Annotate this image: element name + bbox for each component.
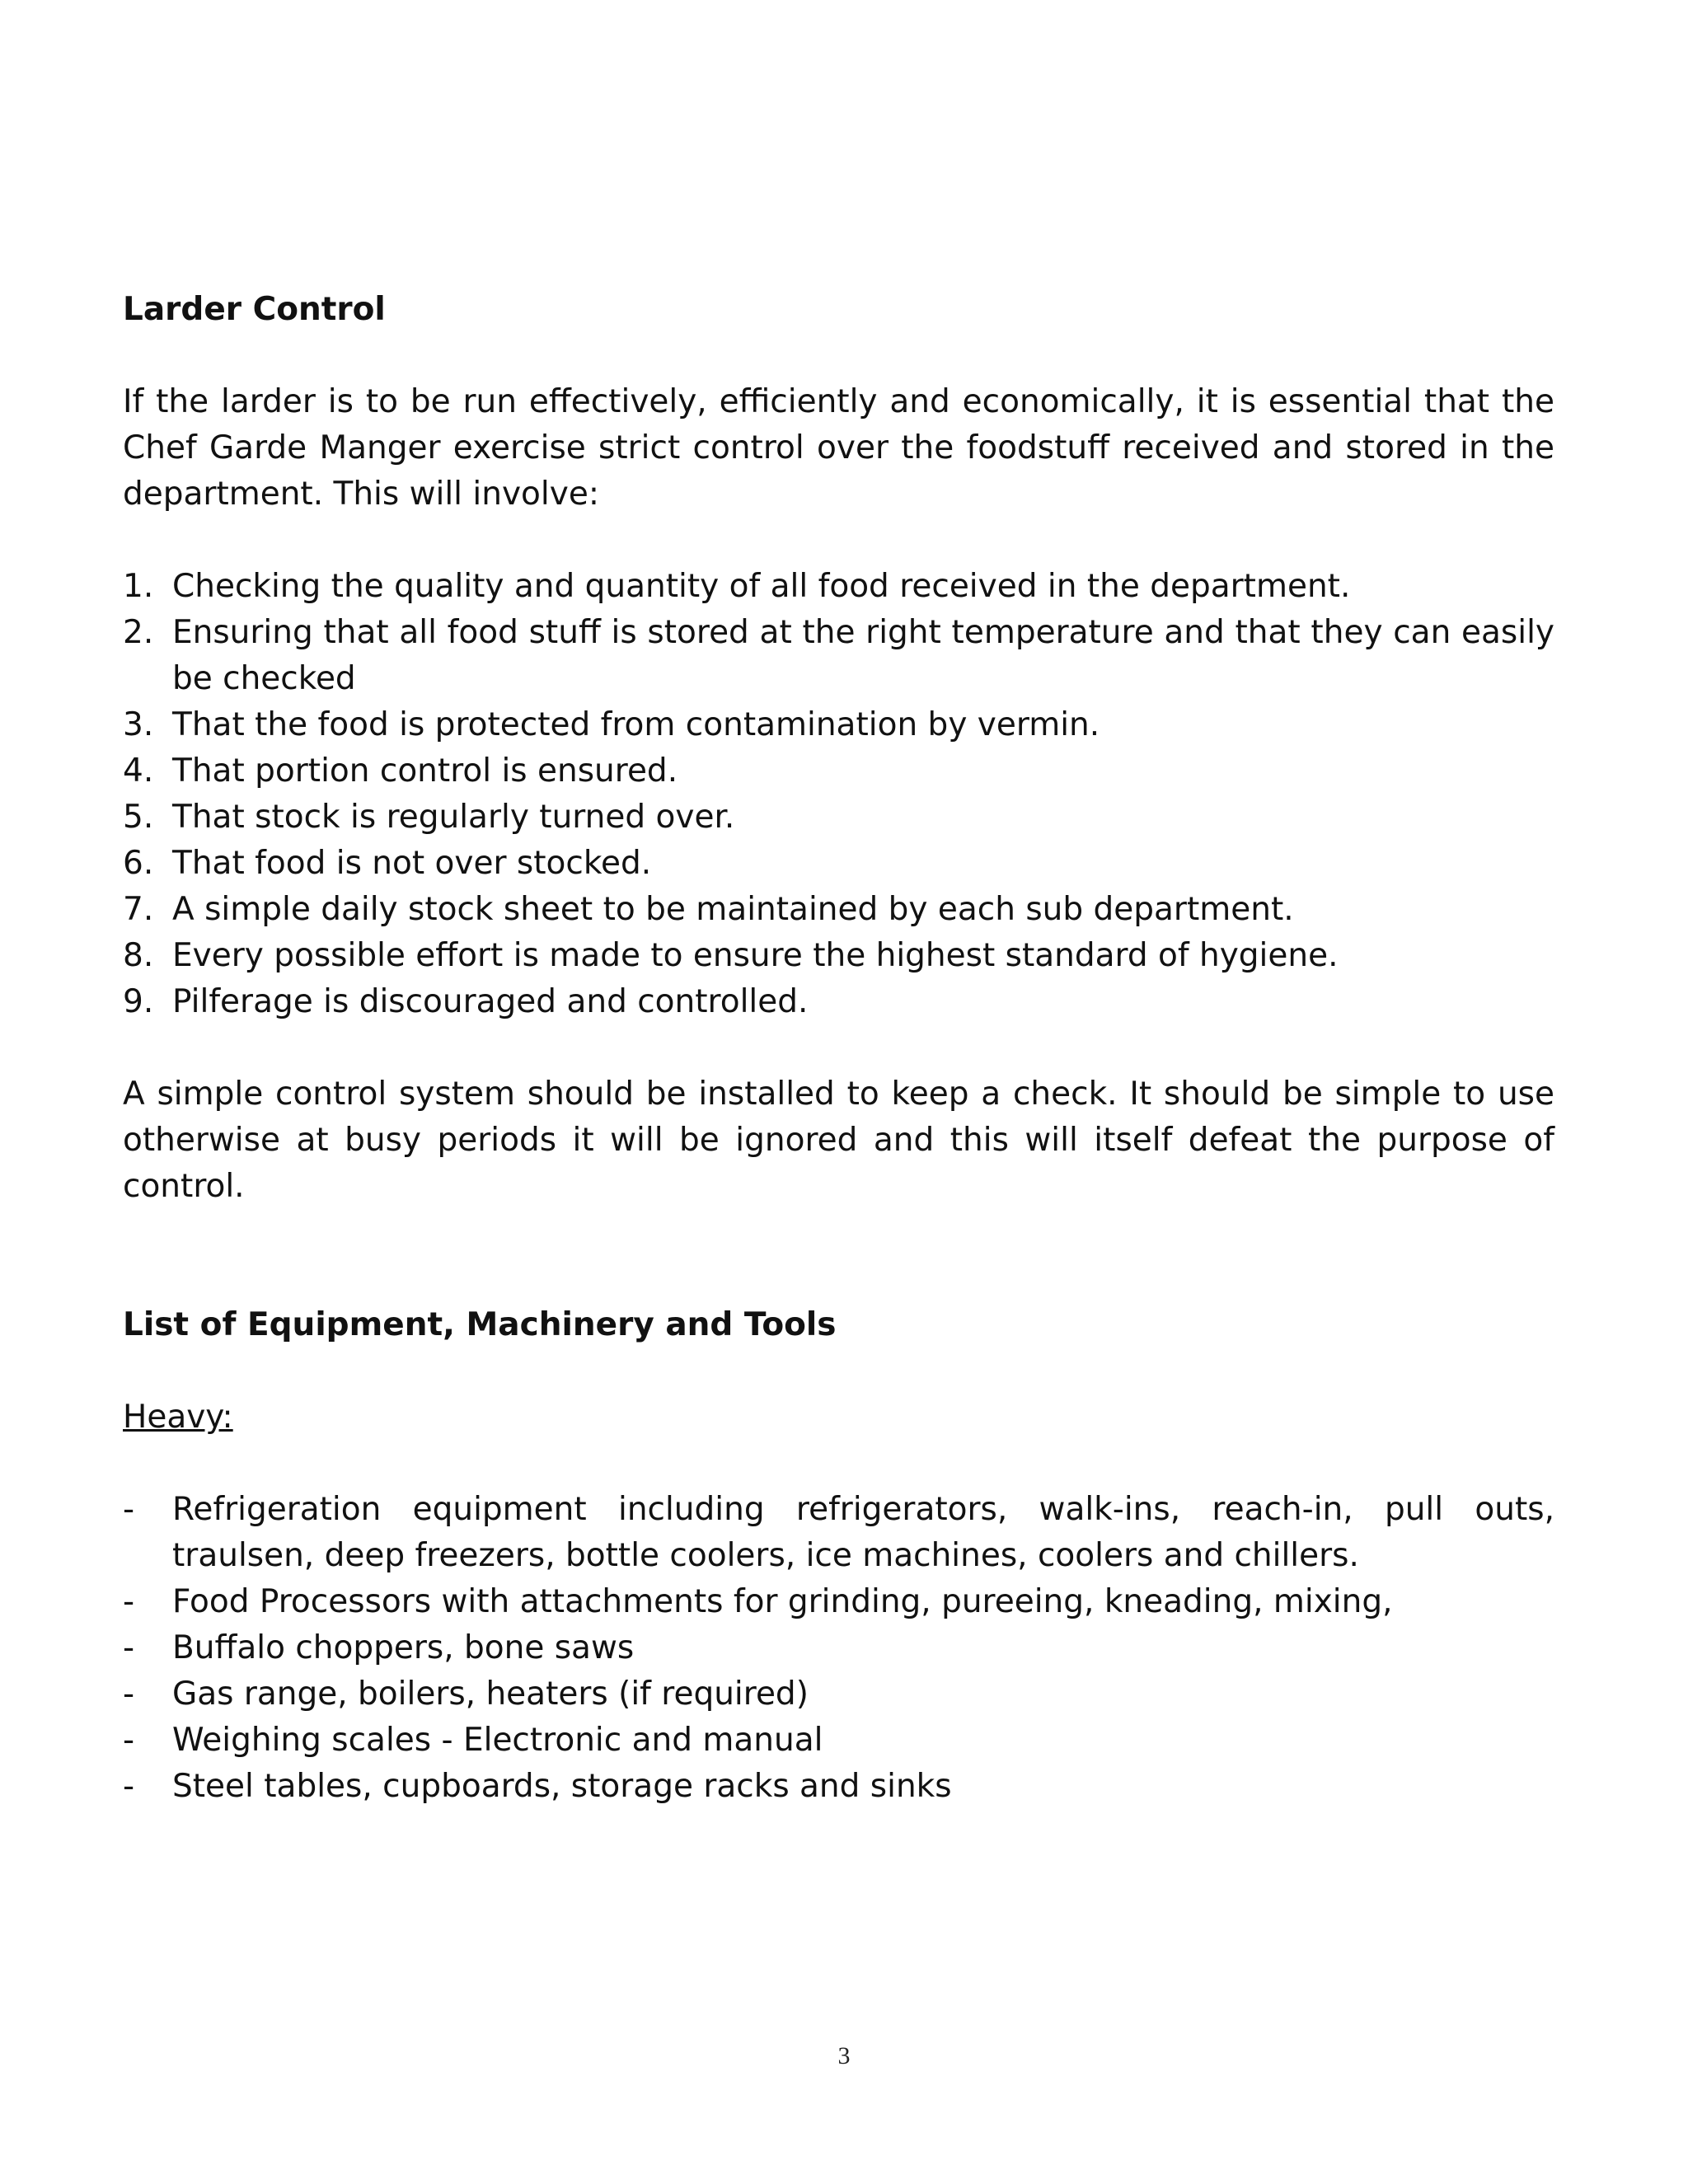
subheading-heavy: Heavy: bbox=[123, 1399, 233, 1436]
intro-paragraph: If the larder is to be run effectively, efficiently and economically, it is essential that the Chef Garde Manger exercise strict control over the foodstuff received and stored in the department. This will involve: bbox=[123, 383, 1554, 513]
list-text: Pilferage is discouraged and controlled. bbox=[172, 983, 809, 1020]
closing-paragraph: A simple control system should be installed to keep a check. It should be simple to use otherwise at busy periods it will be ignored and this will itself defeat the purpose of control. bbox=[123, 1076, 1554, 1205]
document-page bbox=[123, 287, 1554, 1810]
list-text: That portion control is ensured. bbox=[172, 752, 678, 790]
equipment-list bbox=[123, 1487, 1554, 1810]
list-number: 1. bbox=[123, 568, 154, 605]
spacer bbox=[123, 1348, 1554, 1394]
list-item bbox=[123, 887, 1554, 933]
list-number: 2. bbox=[123, 614, 154, 651]
list-number: 4. bbox=[123, 752, 154, 790]
list-item bbox=[123, 748, 1554, 794]
list-item bbox=[123, 702, 1554, 748]
list-dash: - bbox=[123, 1629, 135, 1666]
list-text: A simple daily stock sheet to be maintained by each sub department. bbox=[172, 891, 1294, 928]
list-number: 8. bbox=[123, 937, 154, 974]
list-text: Ensuring that all food stuff is stored at the right temperature and that they can easily be checked bbox=[172, 614, 1554, 697]
list-item bbox=[123, 1671, 1554, 1718]
page-number: 3 bbox=[837, 2042, 851, 2069]
list-dash: - bbox=[123, 1768, 135, 1805]
list-text: Checking the quality and quantity of all food received in the department. bbox=[172, 568, 1351, 605]
list-text: Weighing scales - Electronic and manual bbox=[172, 1722, 823, 1759]
list-text: That stock is regularly turned over. bbox=[172, 799, 735, 836]
spacer bbox=[123, 1210, 1554, 1302]
list-item bbox=[123, 1579, 1554, 1625]
list-item bbox=[123, 564, 1554, 610]
list-number: 6. bbox=[123, 845, 154, 882]
list-number: 3. bbox=[123, 706, 154, 743]
spacer bbox=[123, 518, 1554, 564]
section-heading-larder-control: Larder Control bbox=[123, 291, 386, 328]
spacer bbox=[123, 1441, 1554, 1487]
list-item bbox=[123, 933, 1554, 979]
list-item bbox=[123, 1718, 1554, 1764]
list-number: 9. bbox=[123, 983, 154, 1020]
list-item bbox=[123, 794, 1554, 841]
list-item bbox=[123, 1764, 1554, 1810]
list-number: 5. bbox=[123, 799, 154, 836]
list-dash: - bbox=[123, 1491, 135, 1528]
list-item bbox=[123, 1625, 1554, 1671]
list-item bbox=[123, 1487, 1554, 1579]
list-item bbox=[123, 841, 1554, 887]
list-dash: - bbox=[123, 1675, 135, 1713]
list-text: That the food is protected from contamination by vermin. bbox=[172, 706, 1100, 743]
list-text: Every possible effort is made to ensure the highest standard of hygiene. bbox=[172, 937, 1339, 974]
list-text: Steel tables, cupboards, storage racks and sinks bbox=[172, 1768, 952, 1805]
list-text: Refrigeration equipment including refrigerators, walk-ins, reach-in, pull outs, traulsen, deep freezers, bottle coolers, ice machines, coolers and chillers. bbox=[172, 1491, 1554, 1574]
spacer bbox=[123, 333, 1554, 379]
spacer bbox=[123, 1025, 1554, 1071]
list-item bbox=[123, 610, 1554, 702]
list-item bbox=[123, 979, 1554, 1025]
list-text: Buffalo choppers, bone saws bbox=[172, 1629, 635, 1666]
list-text: Gas range, boilers, heaters (if required) bbox=[172, 1675, 809, 1713]
list-dash: - bbox=[123, 1583, 135, 1620]
list-number: 7. bbox=[123, 891, 154, 928]
list-text: Food Processors with attachments for grinding, pureeing, kneading, mixing, bbox=[172, 1583, 1393, 1620]
list-dash: - bbox=[123, 1722, 135, 1759]
control-list bbox=[123, 564, 1554, 1025]
section-heading-equipment: List of Equipment, Machinery and Tools bbox=[123, 1306, 837, 1343]
list-text: That food is not over stocked. bbox=[172, 845, 652, 882]
